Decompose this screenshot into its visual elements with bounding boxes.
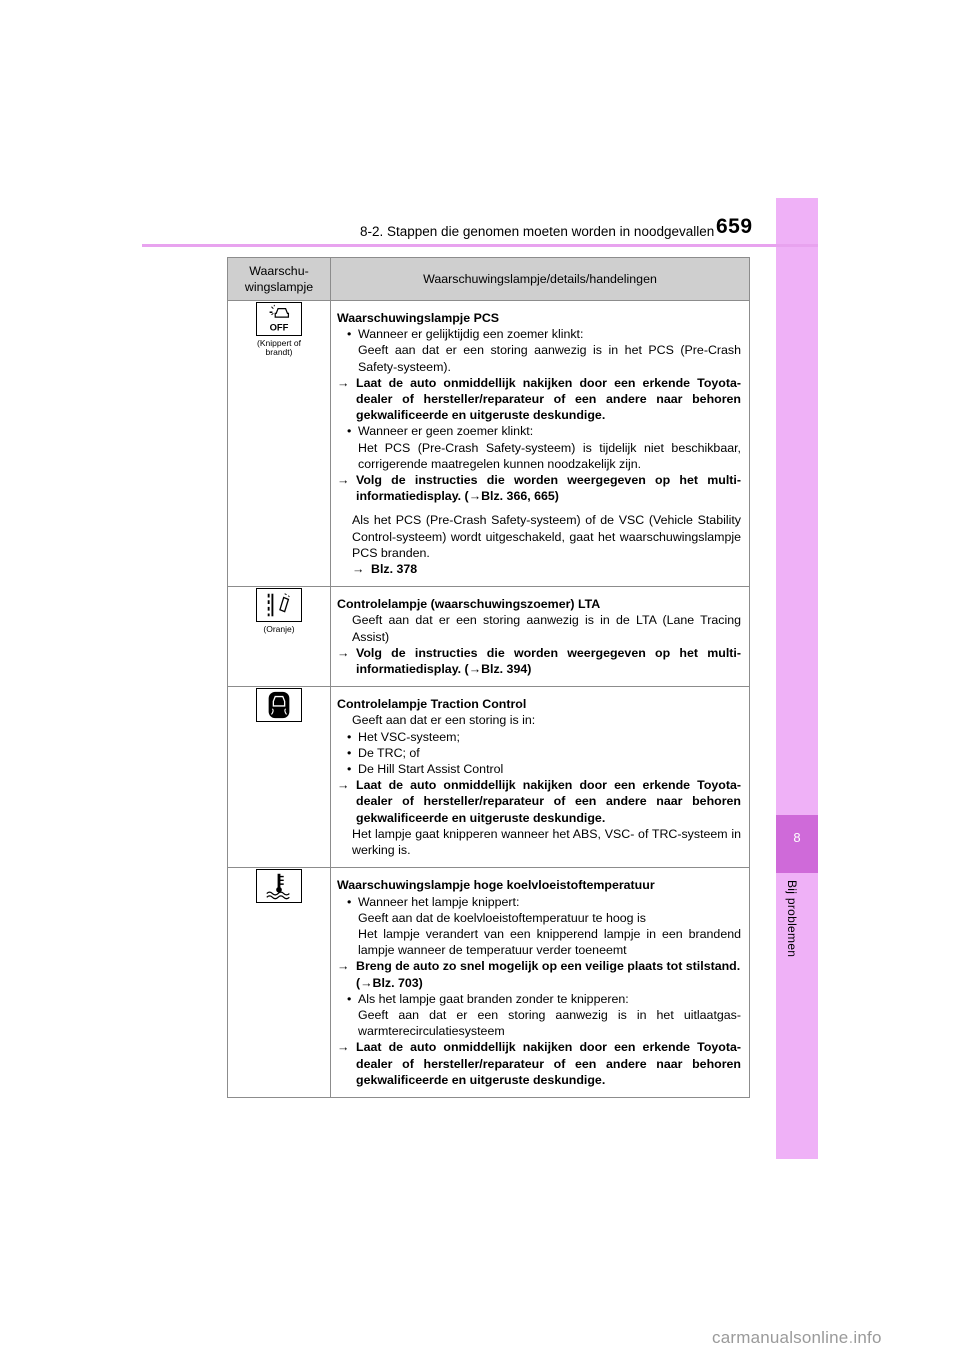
- bullet-item: • De Hill Start Assist Control: [337, 761, 741, 777]
- bullet-detail: Geeft aan dat de koelvloeistoftemperatuur te hoog is: [358, 910, 646, 925]
- action-item: → Laat de auto onmiddellijk nakijken door een erkende Toyota-dealer of hersteller/reparateur of een andere naar behoren gekwalificeerde en uitgeruste deskundige.: [337, 778, 741, 825]
- warning-lights-table: [227, 257, 750, 1098]
- arrow-icon: →: [468, 489, 482, 504]
- action-item: → Laat de auto onmiddellijk nakijken door een erkende Toyota-dealer of hersteller/reparateur of een andere naar behoren gekwalificeerde en uitgeruste deskundige.: [337, 375, 741, 423]
- icon-cell: [228, 868, 331, 1098]
- action-item: → Breng de auto zo snel mogelijk op een veilige plaats tot stilstand. (→Blz. 703): [337, 959, 741, 990]
- section-title: 8-2. Stappen die genomen moeten worden in noodgevallen: [360, 224, 715, 239]
- description-text: Geeft aan dat er een storing aanwezig is in de LTA (Lane Tracing Assist): [352, 613, 741, 644]
- bullet-detail: Het lampje verandert van een knipperend lampje in een brandend lampje wanneer de temperatuur verder toeneemt: [358, 926, 741, 958]
- action-item: → Laat de auto onmiddellijk nakijken door een erkende Toyota-dealer of hersteller/reparateur of een andere naar behoren gekwalificeerde en uitgeruste deskundige.: [337, 1040, 741, 1087]
- action-item: → Volg de instructies die worden weergegeven op het multi-informatiedisplay. (→Blz. 366, 665): [337, 473, 741, 504]
- row-title: Controlelampje Traction Control: [337, 697, 527, 712]
- bullet-item: • Als het lampje gaat branden zonder te knipperen:: [337, 991, 741, 1007]
- pcs-off-warning-icon: [256, 302, 302, 336]
- arrow-icon: →: [468, 662, 482, 677]
- bullet-item: • Het VSC-systeem;: [337, 729, 741, 745]
- arrow-icon: →: [337, 1040, 350, 1055]
- bullet-item: • Wanneer het lampje knippert:: [337, 894, 741, 910]
- page-reference[interactable]: Blz. 366, 665): [481, 489, 559, 504]
- table-row: [228, 587, 750, 687]
- arrow-icon: →: [337, 375, 350, 390]
- arrow-icon: →: [360, 975, 373, 990]
- note-text: Als het PCS (Pre-Crash Safety-systeem) of de VSC (Vehicle Stability Control-systeem) wordt uitgeschakeld, gaat het waarschuwingslampje PCS branden.: [352, 513, 741, 560]
- header-rule: [142, 244, 818, 247]
- row-title: Waarschuwingslampje PCS: [337, 311, 500, 325]
- row-title: Waarschuwingslampje hoge koelvloeistoftemperatuur: [337, 878, 655, 893]
- action-item: → Volg de instructies die worden weergegeven op het multi-informatiedisplay. (→Blz. 394): [337, 645, 741, 677]
- chapter-side-tab: [776, 198, 818, 1159]
- lta-lane-tracing-icon: [256, 588, 302, 622]
- chapter-label: Bij problemen: [785, 880, 799, 958]
- icon-caption: (Knippert of brandt): [257, 338, 301, 357]
- table-row: [228, 301, 750, 587]
- table-row: [228, 868, 750, 1098]
- watermark: carmanualsonline.info: [712, 1328, 882, 1347]
- bullet-detail: Geeft aan dat er een storing aanwezig is in het uitlaatgas-warmterecirculatiesysteem: [358, 1007, 741, 1039]
- action-item: [337, 561, 741, 577]
- page-reference[interactable]: Blz. 378: [371, 562, 418, 577]
- table-header-row: [228, 258, 750, 301]
- details-cell: [331, 687, 750, 868]
- bullet-item: • Wanneer er gelijktijdig een zoemer klinkt:: [337, 326, 741, 342]
- row-title: Controlelampje (waarschuwingszoemer) LTA: [337, 597, 601, 612]
- bullet-item: • Wanneer er geen zoemer klinkt:: [337, 423, 741, 439]
- icon-cell: [228, 587, 331, 687]
- traction-control-icon: [256, 688, 302, 722]
- chapter-number: 8: [793, 830, 801, 845]
- details-cell: [331, 301, 750, 587]
- table-row: [228, 687, 750, 868]
- svg-text:OFF: OFF: [269, 321, 289, 333]
- bullet-detail: Geeft aan dat er een storing aanwezig is in het PCS (Pre-Crash Safety-systeem).: [358, 343, 741, 374]
- note-text: Het lampje gaat knipperen wanneer het ABS, VSC- of TRC-systeem in werking is.: [352, 826, 741, 858]
- page-number: 659: [716, 215, 753, 238]
- arrow-icon: →: [337, 473, 350, 488]
- description-text: Geeft aan dat er een storing is in:: [352, 713, 536, 728]
- bullet-detail: Het PCS (Pre-Crash Safety-systeem) is tijdelijk niet beschikbaar, corrigerende maatregelen kunnen noodzakelijk zijn.: [358, 440, 741, 471]
- details-cell: [331, 868, 750, 1098]
- arrow-icon: →: [337, 645, 350, 660]
- arrow-icon: →: [352, 562, 365, 577]
- col-header-details: Waarschuwingslampje/details/handelingen: [331, 258, 750, 301]
- page-reference[interactable]: Blz. 703): [372, 975, 423, 990]
- coolant-temperature-icon: [256, 869, 302, 903]
- icon-cell: [228, 301, 331, 587]
- page-reference[interactable]: Blz. 394): [481, 662, 532, 677]
- details-cell: [331, 587, 750, 687]
- icon-caption: (Oranje): [263, 624, 295, 635]
- icon-cell: [228, 687, 331, 868]
- bullet-item: • De TRC; of: [337, 745, 741, 761]
- col-header-warning-light: Waarschu- wingslampje: [228, 258, 331, 301]
- arrow-icon: →: [337, 778, 350, 793]
- arrow-icon: →: [337, 959, 350, 974]
